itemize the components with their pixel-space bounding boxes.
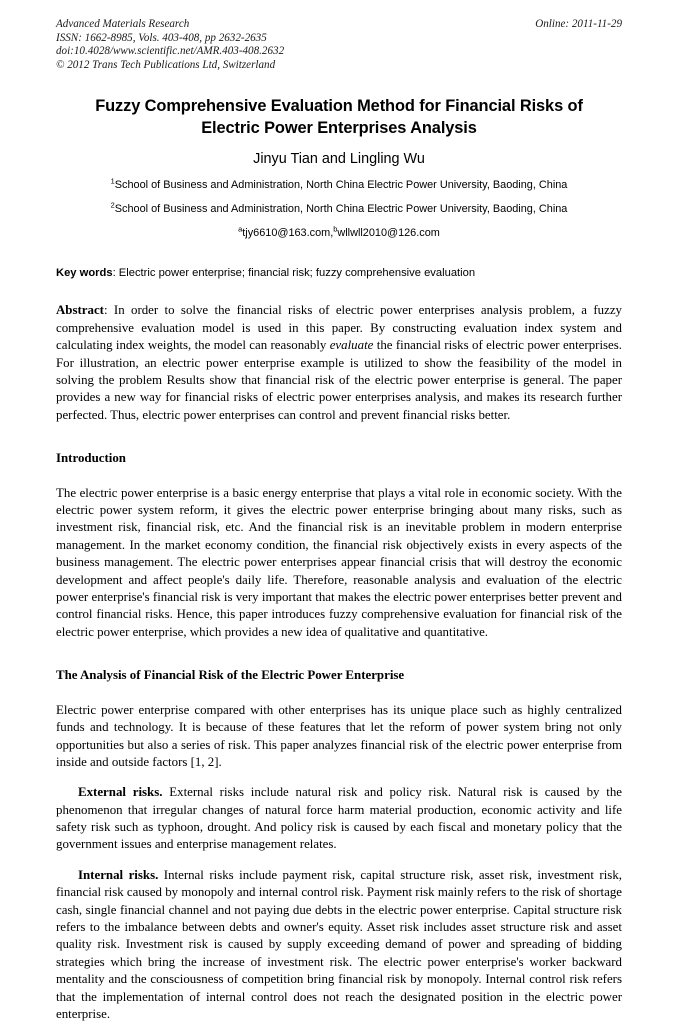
doi-line: doi:10.4028/www.scientific.net/AMR.403-408.2632 — [56, 45, 285, 58]
page-content — [56, 18, 622, 1036]
section-heading-introduction: Introduction — [56, 451, 126, 466]
affiliation-text-2: School of Business and Administration, North China Electric Power University, Baoding, China — [114, 203, 568, 216]
keywords-separator: : — [112, 267, 119, 280]
author-list: Jinyu Tian and Lingling Wu — [253, 151, 425, 168]
abstract-text-part1: In order to solve the financial risks of electric power enterprises analysis problem, a fuzzy comprehensive evaluation model is used in this paper. By constructing evaluation index system and calculating index weights, the model can reasonably — [56, 303, 622, 353]
email-address-b[interactable]: wllwll2010@126.com — [337, 227, 440, 240]
section-analysis-paragraph-external-risks — [56, 784, 622, 854]
email-marker-b: b — [333, 224, 338, 234]
section-analysis-paragraph-1: Electric power enterprise compared with other enterprises has its unique place such as highly centralized funds and technology. It is because of these features that let the reform of power system bring not only opportunities but also a series of risk. This paper analyzes financial risk of the electric power enterprise from inside and outside factors [1, 2]. — [56, 702, 622, 769]
abstract-paragraph — [56, 302, 622, 424]
affiliation-text-1: School of Business and Administration, North China Electric Power University, Baoding, China — [114, 179, 568, 192]
run-in-label-internal-risks: Internal risks. — [78, 867, 159, 882]
journal-name: Advanced Materials Research — [56, 18, 190, 30]
abstract-text-part2: the financial risks of electric power enterprises. For illustration, an electric power enterprise example is utilized to show the feasibility of the model in solving the problem Results show that financial risk of the electric power enterprise is general. The paper provides a new way for financial risks of electric power enterprises analysis, and makes its research further perfected. Thus, electric power enterprises can control and prevent financial risks better. — [56, 338, 622, 422]
abstract-italic-term: evaluate — [329, 338, 374, 353]
author-emails — [56, 226, 622, 241]
keywords-line — [56, 265, 622, 281]
abstract-label: Abstract — [56, 303, 104, 318]
run-in-text-internal-risks: Internal risks include payment risk, capital structure risk, asset risk, investment risk, financial risk caused by monopoly and internal control risk. Payment risk mainly refers to the risk of shortage cash, single financial channel and not paying due debts in the electric power enterprise. Capital structure risk refers to the imbalance between debts and owner's equity. Asset risk includes asset structure risk and asset quality risk. Investment risk is caused by supply exceeding demand of power and spreading of bidding strategies which bring the increase of investment risk. The electric power enterprise's worker backward mentality and the consciousness of competition bring financial risk by monopoly. Internal control risk refers that the implementation of internal control does not reach the designated position in the electric power enterprise. — [56, 867, 622, 1021]
affiliation-marker-2: 2 — [110, 200, 115, 210]
section-introduction-paragraph-1: The electric power enterprise is a basic energy enterprise that plays a vital role in economic society. With the electric power system reform, it gives the electric power enterprise bringing about many risks, such as investment risk, financial risk, etc. And the financial risk is an inevitable problem in modern enterprise management. In the market economy condition, the financial risk objectively exists in every aspects of the business management. The electric power enterprises appear financial crisis that will destroy the economic development and affect people's daily life. Therefore, reasonable analysis and evaluation of the electric power enterprise's financial risk is very important that makes the electric power enterprises better prevent and control financial risks. Hence, this paper introduces fuzzy comprehensive evaluation for financial risk of the electric power enterprise, which provides a new idea of qualitative and quantitative. — [56, 485, 622, 639]
email-address-a[interactable]: tjy6610@163.com, — [242, 227, 334, 240]
abstract-separator: : — [103, 303, 114, 318]
section-heading-analysis: The Analysis of Financial Risk of the Electric Power Enterprise — [56, 668, 405, 683]
issn-line: ISSN: 1662-8985, Vols. 403-408, pp 2632-2635 — [56, 31, 267, 44]
email-marker-a: a — [238, 224, 243, 234]
affiliation-marker-1: 1 — [110, 176, 115, 186]
page-title: Fuzzy Comprehensive Evaluation Method for Financial Risks of Electric Power Enterprises Analysis — [95, 97, 583, 138]
keywords-label: Key words — [56, 267, 113, 280]
copyright-line: © 2012 Trans Tech Publications Ltd, Switzerland — [56, 58, 276, 71]
affiliation-1 — [56, 178, 622, 193]
run-in-label-external-risks: External risks. — [78, 785, 163, 800]
journal-masthead — [56, 18, 622, 72]
keywords-text: Electric power enterprise; financial risk; fuzzy comprehensive evaluation — [118, 267, 476, 280]
run-in-text-external-risks: External risks include natural risk and policy risk. Natural risk is caused by the phenomenon that irregular changes of natural force harm material production, economic activity and life safety risk such as typhoon, drought. And policy risk is caused by each fiscal and monetary policy that the government issues and enterprise management relates. — [56, 785, 622, 852]
section-analysis-paragraph-internal-risks — [56, 867, 622, 1024]
online-date: Online: 2011-11-29 — [535, 18, 622, 30]
affiliation-2 — [56, 202, 622, 217]
